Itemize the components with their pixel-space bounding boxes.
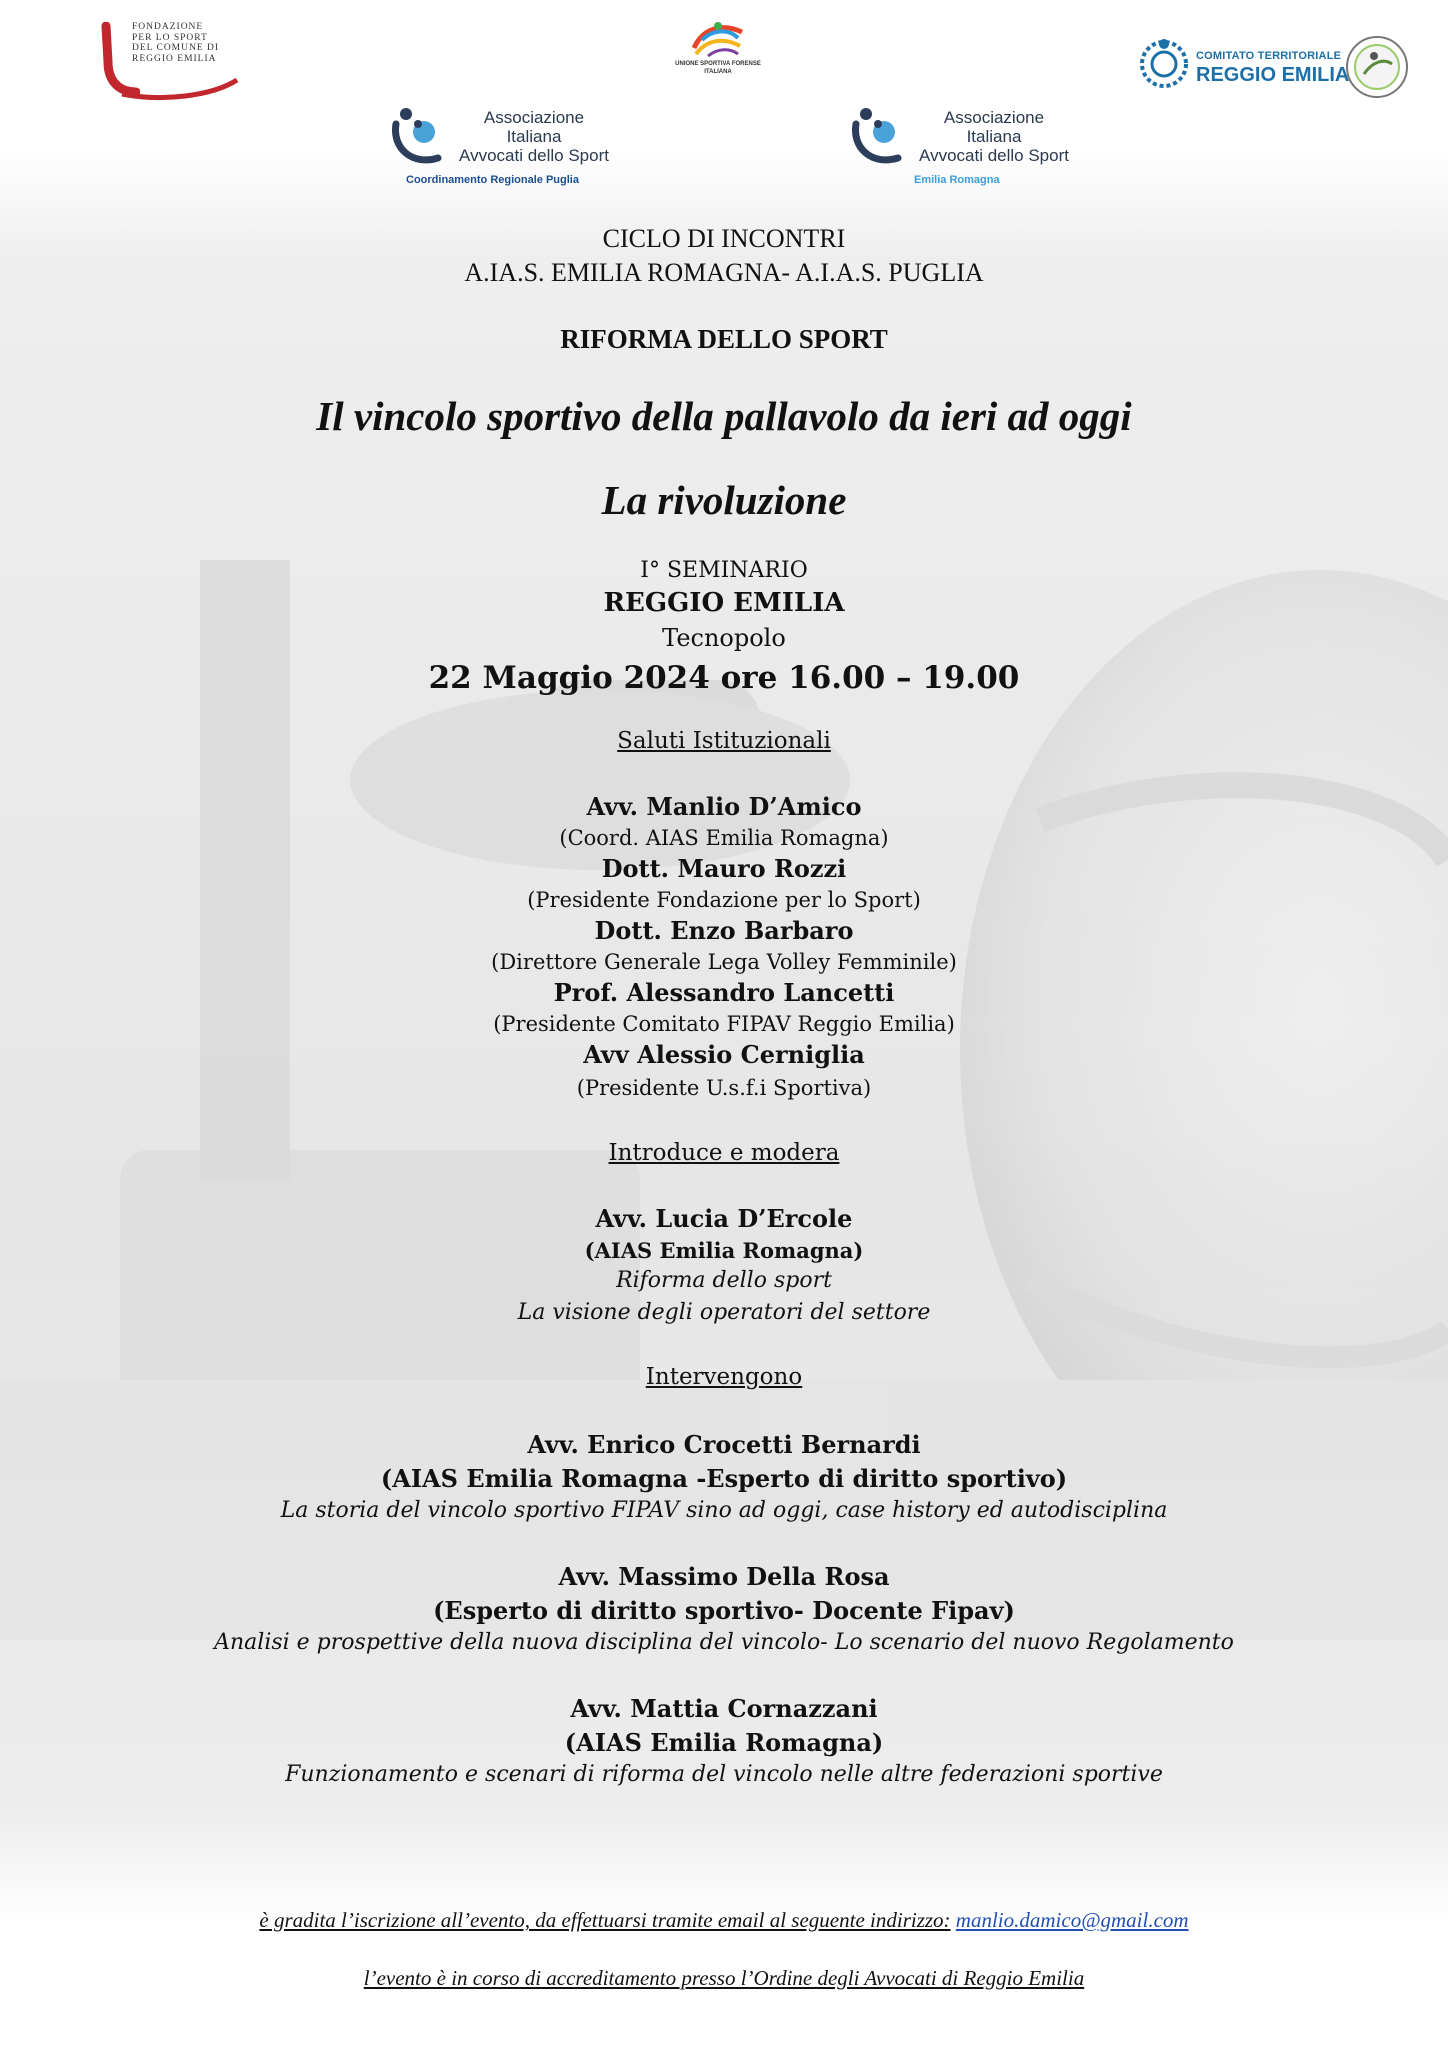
moderator-topic: La visione degli operatori del settore	[517, 1300, 931, 1325]
aias-puglia-line1: Associazione	[483, 108, 585, 127]
accreditation-note: l’evento è in corso di accreditamento presso l’Ordine degli Avvocati di Reggio Emilia	[363, 1966, 1085, 1990]
fondazione-logo-swoosh	[112, 72, 242, 112]
speaker-talk: Funzionamento e scenari di riforma del vincolo nelle altre federazioni sportive	[285, 1762, 1163, 1787]
event-venue: Tecnopolo	[662, 624, 786, 652]
greeting-person-role: (Presidente U.s.f.i Sportiva)	[576, 1076, 872, 1100]
greeting-person-role: (Presidente Fondazione per lo Sport)	[527, 888, 921, 912]
speaker-name: Avv. Massimo Della Rosa	[558, 1562, 890, 1591]
usfi-logo-mark	[688, 18, 748, 60]
greeting-person-name: Dott. Enzo Barbaro	[594, 916, 854, 945]
moderator-name: Avv. Lucia D’Ercole	[595, 1204, 853, 1233]
greetings-heading: Saluti Istituzionali	[617, 728, 831, 754]
aias-logo-mark	[388, 104, 448, 168]
registration-email-link[interactable]: manlio.damico@gmail.com	[955, 1908, 1189, 1932]
greeting-person-role: (Direttore Generale Lega Volley Femminile)	[491, 950, 957, 974]
usfi-logo	[668, 18, 768, 82]
speakers-heading: Intervengono	[645, 1364, 803, 1390]
event-city: REGGIO EMILIA	[603, 588, 845, 618]
comitato-logo-line2: REGGIO EMILIA	[1196, 64, 1350, 86]
speaker-affiliation: (Esperto di diritto sportivo- Docente Fipav)	[433, 1596, 1015, 1625]
comitato-territoriale-logo	[1138, 30, 1408, 104]
event-datetime: 22 Maggio 2024 ore 16.00 – 19.00	[428, 660, 1020, 696]
speaker-affiliation: (AIAS Emilia Romagna -Esperto di diritto sportivo)	[380, 1464, 1068, 1493]
moderator-affiliation: (AIAS Emilia Romagna)	[584, 1238, 864, 1263]
moderator-topic: Riforma dello sport	[616, 1268, 832, 1293]
cycle-heading: CICLO DI INCONTRI	[602, 224, 846, 253]
organizers-line: A.IA.S. EMILIA ROMAGNA- A.I.A.S. PUGLIA	[464, 258, 984, 287]
speaker-talk: Analisi e prospettive della nuova disciplina del vincolo- Lo scenario del nuovo Regolamento	[214, 1630, 1234, 1655]
fondazione-sport-logo	[100, 22, 240, 100]
greeting-person-name: Dott. Mauro Rozzi	[601, 854, 847, 883]
greeting-person-role: (Presidente Comitato FIPAV Reggio Emilia)	[493, 1012, 955, 1036]
aias-er-line2: Italiana	[966, 127, 1022, 146]
aias-puglia-line3: Avvocati dello Sport	[459, 146, 609, 165]
speaker-talk: La storia del vincolo sportivo FIPAV sino ad oggi, case history ed autodisciplina	[280, 1498, 1168, 1523]
aias-puglia-logo	[388, 104, 638, 194]
volleyball-club-badge-icon	[1344, 34, 1410, 100]
seminar-label: I° SEMINARIO	[640, 558, 808, 583]
comitato-logo-line1: COMITATO TERRITORIALE	[1196, 50, 1342, 62]
aias-puglia-subtitle: Coordinamento Regionale Puglia	[406, 174, 579, 186]
aias-er-subtitle: Emilia Romagna	[914, 174, 1000, 186]
moderator-heading: Introduce e modera	[608, 1140, 840, 1166]
speaker-name: Avv. Mattia Cornazzani	[570, 1694, 878, 1723]
aias-emilia-romagna-logo	[848, 104, 1098, 194]
greeting-person-role: (Coord. AIAS Emilia Romagna)	[559, 826, 889, 850]
topic-heading: RIFORMA DELLO SPORT	[560, 324, 888, 354]
greeting-person-name: Avv Alessio Cerniglia	[583, 1040, 865, 1069]
greeting-person-name: Prof. Alessandro Lancetti	[553, 978, 895, 1007]
greeting-person-name: Avv. Manlio D’Amico	[586, 792, 862, 821]
aias-er-line1: Associazione	[943, 108, 1045, 127]
registration-text: è gradita l’iscrizione all’evento, da effettuarsi tramite email al seguente indirizzo:	[259, 1908, 951, 1932]
speaker-affiliation: (AIAS Emilia Romagna)	[564, 1728, 884, 1757]
usfi-logo-text: UNIONE SPORTIVA FORENSE ITALIANA	[675, 61, 761, 75]
fondazione-logo-text: FONDAZIONE PER LO SPORT DEL COMUNE DI REGGIO EMILIA	[132, 22, 220, 64]
registration-note	[0, 1908, 1448, 1933]
aias-er-line3: Avvocati dello Sport	[919, 146, 1069, 165]
event-title: Il vincolo sportivo della pallavolo da ieri ad oggi	[316, 393, 1132, 439]
aias-logo-mark	[848, 104, 908, 168]
aias-puglia-line2: Italiana	[506, 127, 562, 146]
comitato-logo-mark	[1138, 36, 1190, 96]
speaker-name: Avv. Enrico Crocetti Bernardi	[527, 1430, 921, 1459]
event-subtitle: La rivoluzione	[601, 477, 847, 523]
